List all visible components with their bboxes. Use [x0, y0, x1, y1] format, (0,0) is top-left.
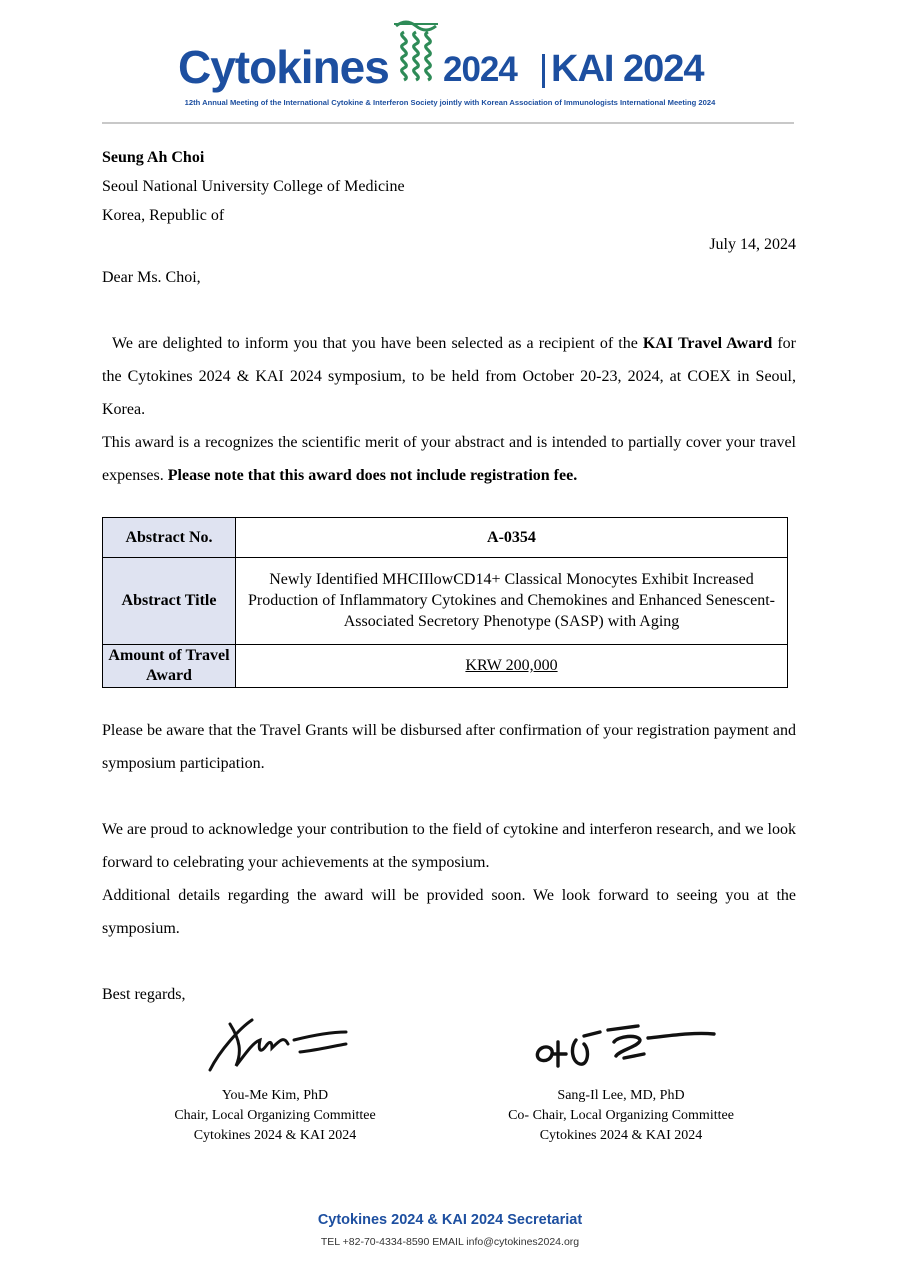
table-row: [103, 644, 788, 687]
logo-year-text: 2024: [443, 50, 517, 89]
recipient-institution: Seoul National University College of Medicine: [102, 178, 405, 195]
abstract-title-value: Newly Identified MHCIIlowCD14+ Classical Monocytes Exhibit Increased Production of Inflammatory Cytokines and Chemokines and Enhanced Senescent-Associated Secretory Phenotype (SASP) with Aging: [236, 558, 788, 645]
award-merit-paragraph: [102, 426, 796, 492]
signatory-1-block: [155, 1086, 395, 1146]
award-notice-paragraph: [102, 327, 796, 426]
signatory-2-name: Sang-Il Lee, MD, PhD: [557, 1088, 685, 1103]
salutation: Dear Ms. Choi,: [102, 269, 201, 286]
notice-text-start: We are delighted to inform you that you have been selected as a recipient of the: [112, 335, 643, 352]
registration-fee-note: Please note that this award does not include registration fee.: [167, 467, 578, 484]
secretariat-contact: TEL +82-70-4334-8590 EMAIL info@cytokines2024.org: [320, 1236, 580, 1248]
merit-text: This award is a recognizes the scientific merit of your abstract and is intended to partially cover your travel expenses.: [102, 434, 796, 484]
signature-1-image: [200, 1010, 350, 1076]
signatory-2-event: Cytokines 2024 & KAI 2024: [539, 1128, 703, 1143]
signatory-1-event: Cytokines 2024 & KAI 2024: [193, 1128, 357, 1143]
abstract-no-value: A-0354: [236, 518, 788, 558]
signature-2-image: [528, 1012, 718, 1072]
abstract-no-label: Abstract No.: [103, 518, 236, 558]
header-divider: [102, 122, 794, 124]
award-name: KAI Travel Award: [642, 335, 773, 352]
notice-text-end: for the Cytokines 2024 & KAI 2024 symposium, to be held from October 20-23, 2024, at COEX in Seoul, Korea.: [102, 335, 796, 418]
logo-divider: [542, 54, 545, 88]
signatory-2-role: Co- Chair, Local Organizing Committee: [508, 1108, 734, 1123]
disbursement-paragraph: Please be aware that the Travel Grants will be disbursed after confirmation of your registration payment and symposium participation.: [102, 722, 796, 772]
conference-logo: [178, 18, 723, 93]
secretariat-title: Cytokines 2024 & KAI 2024 Secretariat: [317, 1212, 583, 1228]
award-details-table: [102, 517, 788, 688]
signatory-1-role: Chair, Local Organizing Committee: [174, 1108, 376, 1123]
logo-cytokines-text: Cytokines: [178, 41, 389, 93]
acknowledgement-paragraph: We are proud to acknowledge your contribution to the field of cytokine and interferon research, and we look forward to celebrating your achievements at the symposium.: [102, 821, 796, 871]
additional-details-paragraph: Additional details regarding the award will be provided soon. We look forward to seeing you at the symposium.: [102, 887, 796, 937]
table-row: [103, 518, 788, 558]
amount-label: Amount of Travel Award: [103, 644, 236, 687]
table-row: [103, 558, 788, 645]
closing: Best regards,: [102, 986, 186, 1003]
recipient-name: Seung Ah Choi: [102, 149, 205, 166]
letter-date: July 14, 2024: [709, 236, 796, 253]
conference-tagline: 12th Annual Meeting of the International Cytokine & Interferon Society jointly with Korean Association of Immunologists International Meeting 2024: [184, 98, 716, 107]
abstract-title-label: Abstract Title: [103, 558, 236, 645]
logo-kai-text: KAI 2024: [551, 48, 704, 90]
protein-helix-icon: [390, 18, 442, 88]
amount-value-cell: [236, 644, 788, 687]
signatory-2-block: [501, 1086, 741, 1146]
recipient-country: Korea, Republic of: [102, 207, 225, 224]
amount-value: KRW 200,000: [465, 656, 558, 674]
signatory-1-name: You-Me Kim, PhD: [221, 1088, 329, 1103]
